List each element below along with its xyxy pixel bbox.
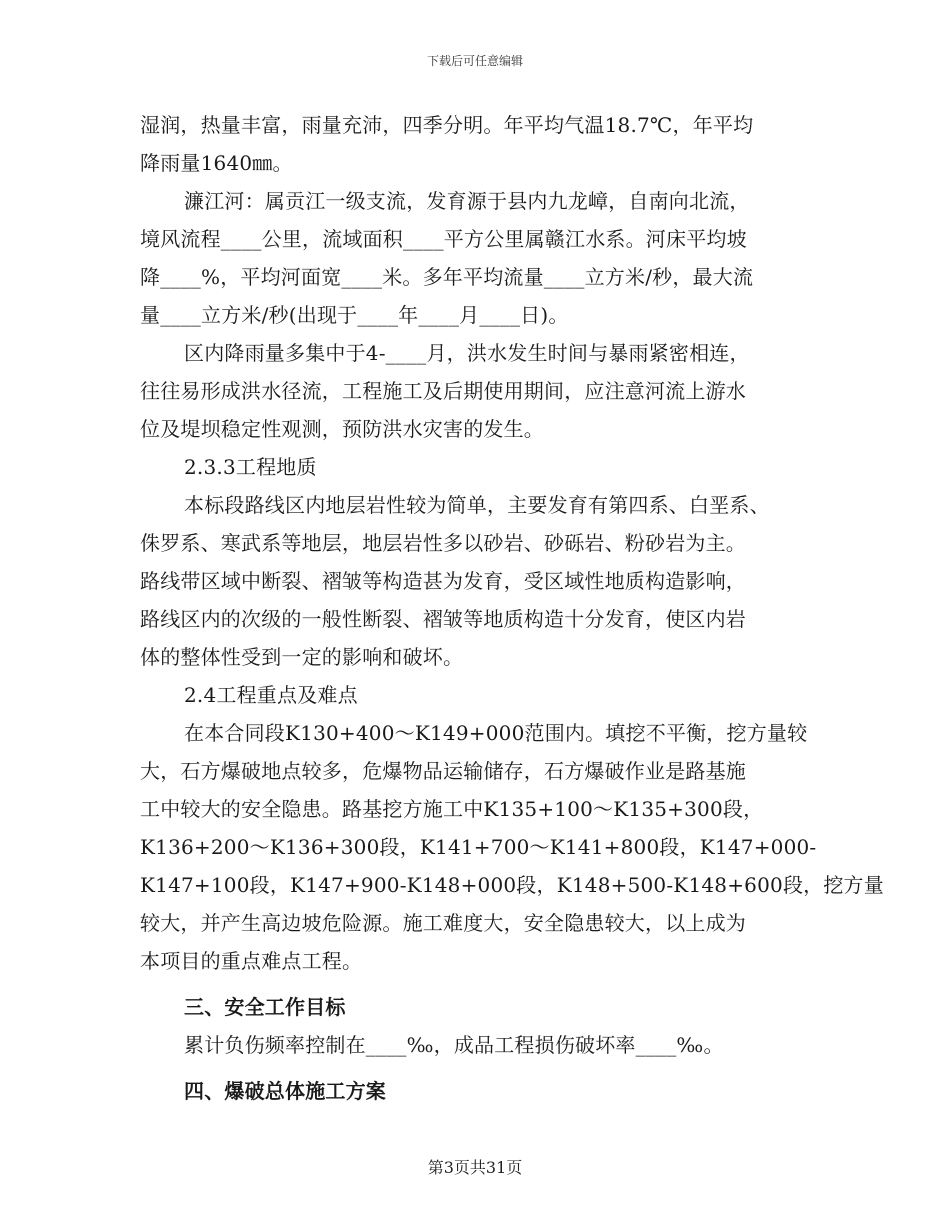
body-line: 体的整体性受到一定的影响和破坏。 (140, 645, 464, 669)
body-line: 较大，并产生高边坡危险源。施工难度大，安全隐患较大，以上成为 (140, 911, 746, 935)
body-line: 路线带区域中断裂、褶皱等构造甚为发育，受区域性地质构造影响， (140, 569, 746, 593)
section-heading-geology: 2.3.3工程地质 (184, 455, 317, 479)
body-line: 侏罗系、寒武系等地层，地层岩性多以砂岩、砂砾岩、粉砂岩为主。 (140, 531, 746, 555)
paragraph-lianjiang-river: 濂江河：属贡江一级支流，发育源于县内九龙嶂，自南向北流， (184, 189, 750, 213)
body-line: K136+200～K136+300段，K141+700～K141+800段，K147+000- (140, 835, 817, 859)
page-number: 第3页共31页 (427, 1158, 523, 1177)
body-line: 本项目的重点难点工程。 (140, 949, 363, 973)
spacer (140, 1064, 820, 1072)
document-body (140, 106, 884, 1110)
page-header: 下载后可任意编辑 (426, 54, 523, 68)
paragraph-safety-goals: 累计负伤频率控制在____‰，成品工程损伤破坏率____‰。 (184, 1033, 724, 1057)
body-line: 降____%，平均河面宽____米。多年平均流量____立方米/秒，最大流 (140, 265, 754, 289)
body-line: 大，石方爆破地点较多，危爆物品运输储存，石方爆破作业是路基施 (140, 759, 746, 783)
body-line: 工中较大的安全隐患。路基挖方施工中K135+100～K135+300段， (140, 797, 764, 821)
body-line: 降雨量1640㎜。 (140, 151, 293, 175)
body-line: 往往易形成洪水径流，工程施工及后期使用期间，应注意河流上游水 (140, 379, 746, 403)
body-line: 湿润，热量丰富，雨量充沛，四季分明。年平均气温18.7℃，年平均 (140, 113, 754, 137)
section-heading-safety-goals: 三、安全工作目标 (184, 995, 346, 1019)
body-line: 境风流程____公里，流域面积____平方公里属赣江水系。河床平均坡 (140, 227, 747, 251)
body-line: 量____立方米/秒(出现于____年____月____日)。 (140, 303, 569, 327)
spacer (140, 980, 820, 988)
body-line: 路线区内的次级的一般性断裂、褶皱等地质构造十分发育，使区内岩 (140, 607, 746, 631)
paragraph-geology: 本标段路线区内地层岩性较为简单，主要发育有第四系、白垩系、 (184, 493, 770, 517)
paragraph-rainfall: 区内降雨量多集中于4-____月，洪水发生时间与暴雨紧密相连， (184, 341, 750, 365)
body-line: K147+100段，K147+900-K148+000段，K148+500-K148+600段，挖方量 (140, 873, 884, 897)
section-heading-blasting-plan: 四、爆破总体施工方案 (184, 1079, 386, 1103)
paragraph-key-points: 在本合同段K130+400～K149+000范围内。填挖不平衡，挖方量较 (184, 721, 808, 745)
section-heading-key-points: 2.4工程重点及难点 (184, 683, 358, 707)
body-line: 位及堤坝稳定性观测，预防洪水灾害的发生。 (140, 417, 544, 441)
